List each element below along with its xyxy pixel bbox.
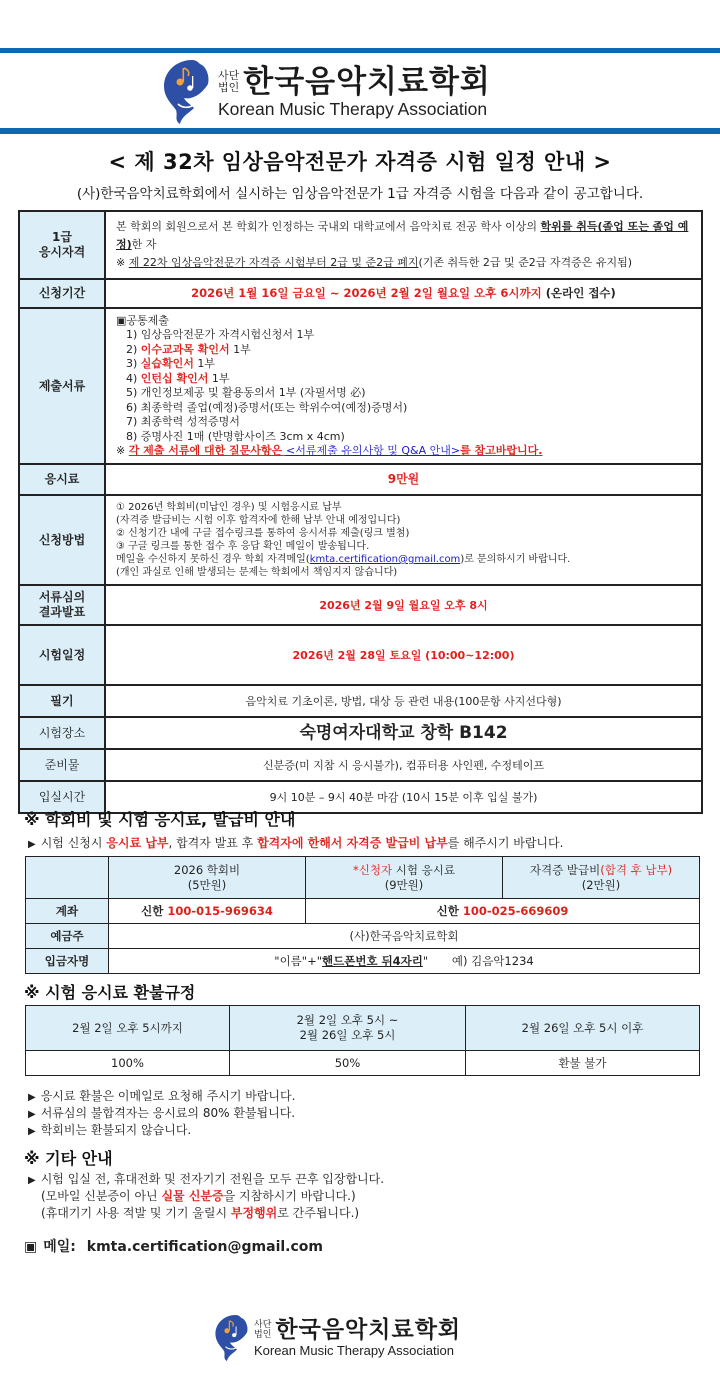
fee-amount: 9만원 <box>387 472 420 486</box>
label-written: 필기 <box>19 685 105 717</box>
label-depositor: 입금자명 <box>26 949 109 974</box>
refund-period: 2월 2일 오후 5시 ~ <box>296 1013 399 1027</box>
fees-header-issue-fee <box>503 857 700 899</box>
col-amount: (5만원) <box>187 877 227 892</box>
method-line: (자격증 발급비는 시험 이후 합격자에 한해 납부 안내 예정입니다) <box>116 515 401 526</box>
fees-note-red2: 합격자에 한해서 자격증 발급비 납부 <box>257 836 448 850</box>
label-eligibility-line2: 응시자격 <box>38 245 86 259</box>
documents-heading: ▣공통제출 <box>116 313 169 327</box>
col-amount: (9만원) <box>384 877 424 892</box>
col-title-red: (합격 후 납부) <box>600 862 673 877</box>
contact-email-address[interactable]: kmta.certification@gmail.com <box>86 1239 323 1255</box>
page-subtitle: (사)한국음악치료학회에서 실시하는 임상음악전문가 1급 자격증 시험을 다음과 같이 공고합니다. <box>76 186 644 202</box>
eligibility-degree: 학위를 취득(졸업 또는 졸업 예정) <box>116 220 689 251</box>
fees-table <box>25 856 700 974</box>
email-label: 메일: <box>43 1239 76 1255</box>
document-item <box>116 401 691 416</box>
eligibility-note-suffix: (기존 취득한 2급 및 준2급 자격증은 유지됨) <box>418 256 633 269</box>
other-note-red: 부정행위 <box>230 1206 278 1220</box>
square-bullet-icon: ▣ <box>24 1239 38 1255</box>
value-result <box>105 585 702 625</box>
label-eligibility <box>19 211 105 279</box>
refund-period: 2월 26일 오후 5시 이후 <box>521 1020 644 1035</box>
fees-note-mid: , 합격자 발표 후 <box>168 836 258 850</box>
refund-period: 2월 2일 오후 5시까지 <box>72 1020 183 1035</box>
row-result <box>19 585 702 625</box>
method-disclaimer: (개인 과실로 인해 발생되는 문제는 학회에서 책임지지 않습니다) <box>116 567 398 578</box>
item-text: 증명사진 1매 (반명함사이즈 3cm x 4cm) <box>140 429 345 443</box>
row-venue <box>19 717 702 749</box>
holder-value: (사)한국음악치료학회 <box>109 924 700 949</box>
label-documents: 제출서류 <box>19 308 105 464</box>
account-number: 100-015-969634 <box>167 903 273 918</box>
item-text: 1부 <box>193 357 216 370</box>
eligibility-note: 제 22차 임상음악전문가 자격증 시험부터 2급 및 준2급 폐지 <box>128 256 419 269</box>
label-holder: 예금주 <box>26 924 109 949</box>
music-head-emblem-icon <box>214 1313 250 1363</box>
refund-heading: ※ 시험 응시료 환불규정 <box>24 983 196 1002</box>
refund-header <box>466 1006 700 1051</box>
row-fee <box>19 464 702 495</box>
logo-small-bottom: 법인 <box>218 81 240 94</box>
bullet-triangle-icon: ▶ <box>28 1092 36 1103</box>
other-note-red: 실물 신분증 <box>161 1189 224 1203</box>
fees-heading: ※ 학회비 및 시험 응시료, 발급비 안내 <box>24 810 296 829</box>
account-membership <box>109 899 306 924</box>
method-line: ② 신청기간 내에 구글 접수링크를 통하여 응시서류 제출(링크 별첨) <box>116 528 410 539</box>
col-title: 자격증 발급비 <box>529 862 601 877</box>
document-item <box>116 386 691 401</box>
bullet-triangle-icon: ▶ <box>28 1175 36 1186</box>
depositor-suffix: " <box>422 953 429 968</box>
item-text: 1부 <box>229 342 251 356</box>
logo-small-top: 사단 <box>254 1320 272 1330</box>
documents-note <box>116 444 691 459</box>
note-mark: ※ <box>116 256 129 269</box>
fees-account-row <box>26 899 700 924</box>
refund-table <box>25 1005 700 1076</box>
eligibility-text-end: 한 자 <box>131 238 157 251</box>
value-exam-date <box>105 625 702 685</box>
value-fee <box>105 464 702 495</box>
refund-value: 100% <box>26 1051 230 1076</box>
result-date: 2026년 2월 9일 월요일 오후 8시 <box>319 598 488 612</box>
refund-note <box>28 1087 295 1104</box>
fees-holder-row <box>26 924 700 949</box>
fees-header-row <box>26 857 700 899</box>
mail-prefix: 메일을 수신하지 못하신 경우 학회 자격메일( <box>116 554 310 565</box>
col-title: 시험 응시료 <box>392 862 455 877</box>
fees-note <box>28 834 563 851</box>
row-exam-date <box>19 625 702 685</box>
footer-logo <box>214 1313 461 1363</box>
refund-note-text: 서류심의 불합격자는 응시료의 80% 환불됩니다. <box>40 1106 296 1120</box>
label-exam-date: 시험일정 <box>19 625 105 685</box>
eligibility-text: 본 학회의 회원으로서 본 학회가 인정하는 국내외 대학교에서 음악치료 전공 학사 이상의 <box>116 220 541 233</box>
item-highlight: 실습확인서 <box>140 357 194 370</box>
other-note-text: 시험 입실 전, 휴대전화 및 전자기기 전원을 모두 끈후 입장합니다. <box>40 1172 385 1186</box>
depositor-phone-digits: 핸드폰번호 뒤4자리 <box>322 953 423 968</box>
item-number: 4) <box>126 371 141 385</box>
item-number: 1) <box>126 328 141 341</box>
logo-small-bottom: 법인 <box>254 1330 272 1340</box>
item-highlight: 이수교과목 확인서 <box>140 342 230 356</box>
period-dates: 2026년 1월 16일 금요일 ~ 2026년 2월 2일 월요일 오후 6시까지 <box>191 286 542 300</box>
logo-english-name: Korean Music Therapy Association <box>218 99 488 119</box>
value-written: 음악치료 기초이론, 방법, 대상 등 관련 내용(100문항 사지선다형) <box>105 685 702 717</box>
exam-info-table <box>18 210 703 814</box>
period-online: (온라인 접수) <box>541 286 616 300</box>
other-note-text: (휴대기기 사용 적발 및 기기 울릴시 <box>41 1206 231 1220</box>
document-item <box>116 357 691 372</box>
refund-header-row <box>26 1006 700 1051</box>
method-mail-line <box>116 553 691 566</box>
page-title: < 제 32차 임상음악전문가 자격증 시험 일정 안내 > <box>108 150 612 174</box>
fees-header-exam-fee <box>306 857 503 899</box>
value-method <box>105 495 702 585</box>
row-period <box>19 279 702 308</box>
value-entry: 9시 10분 – 9시 40분 마감 (10시 15분 이후 입실 불가) <box>105 781 702 813</box>
label-fee: 응시료 <box>19 464 105 495</box>
item-text: 최종학력 성적증명서 <box>140 415 240 428</box>
refund-note-text: 학회비는 환불되지 않습니다. <box>40 1123 192 1137</box>
logo-english-name: Korean Music Therapy Association <box>254 1343 454 1358</box>
bullet-triangle-icon: ▶ <box>28 839 36 850</box>
note-mark: ※ <box>116 444 129 457</box>
fees-note-text: 시험 신청시 <box>40 836 107 850</box>
fees-note-red1: 응시료 납부 <box>106 836 169 850</box>
label-method: 신청방법 <box>19 495 105 585</box>
refund-value: 환불 불가 <box>466 1051 700 1076</box>
label-result-line2: 결과발표 <box>38 605 86 619</box>
document-item <box>116 343 691 358</box>
label-entry: 입실시간 <box>19 781 105 813</box>
contact-email <box>24 1236 323 1256</box>
col-title-red: *신청자 <box>353 862 393 877</box>
row-eligibility <box>19 211 702 279</box>
col-title: 2026 학회비 <box>173 862 241 877</box>
refund-value-row <box>26 1051 700 1076</box>
bullet-triangle-icon: ▶ <box>28 1126 36 1137</box>
logo-corp-type <box>254 1320 271 1340</box>
note-red-text: 각 제출 서류에 대한 질문사항은 <box>128 444 287 457</box>
other-note-text: (모바일 신분증이 아닌 <box>41 1189 162 1203</box>
other-note-suffix: 로 간주됩니다.) <box>277 1206 360 1220</box>
item-number: 3) <box>126 357 141 370</box>
row-documents <box>19 308 702 464</box>
item-text: 최종학력 졸업(예정)증명서(또는 학위수여(예정)증명서) <box>140 400 408 414</box>
refund-note-text: 응시료 환불은 이메일로 요청해 주시기 바랍니다. <box>40 1089 296 1103</box>
label-period: 신청기간 <box>19 279 105 308</box>
account-exam-issue <box>306 899 700 924</box>
certification-email-link[interactable]: kmta.certification@gmail.com <box>309 554 461 565</box>
mail-suffix: )로 문의하시기 바랍니다. <box>460 554 571 565</box>
refund-note <box>28 1121 191 1138</box>
method-line: ① 2026년 학회비(미납인 경우) 및 시험응시료 납부 <box>116 502 342 513</box>
other-note-1 <box>28 1170 384 1187</box>
bank-name: 신한 <box>436 903 463 918</box>
other-heading: ※ 기타 안내 <box>24 1149 113 1168</box>
fees-header-membership <box>109 857 306 899</box>
row-method <box>19 495 702 585</box>
bottom-blue-bar <box>0 128 720 134</box>
header-logo <box>162 58 491 126</box>
top-blue-bar <box>0 48 720 53</box>
depositor-prefix: "이름"+" <box>274 953 323 968</box>
value-venue: 숙명여자대학교 창학 B142 <box>105 717 702 749</box>
document-item <box>116 415 691 430</box>
value-period <box>105 279 702 308</box>
logo-corp-type <box>218 70 239 94</box>
document-item <box>116 372 691 387</box>
depositor-example: 예) 김음악1234 <box>451 953 534 968</box>
value-eligibility <box>105 211 702 279</box>
item-text: 개인정보제공 및 활용동의서 1부 (자필서명 必) <box>140 386 366 399</box>
refund-note <box>28 1104 295 1121</box>
exam-datetime: 2026년 2월 28일 토요일 (10:00~12:00) <box>292 648 515 662</box>
qa-guide-link[interactable]: <서류제출 유의사항 및 Q&A 안내> <box>286 444 461 457</box>
label-venue: 시험장소 <box>19 717 105 749</box>
other-note-3 <box>41 1204 359 1221</box>
fees-depositor-row <box>26 949 700 974</box>
depositor-value <box>109 949 700 974</box>
document-item <box>116 430 691 445</box>
item-number: 6) <box>126 400 141 414</box>
refund-value: 50% <box>230 1051 466 1076</box>
label-account: 계좌 <box>26 899 109 924</box>
refund-header <box>26 1006 230 1051</box>
label-eligibility-line1: 1급 <box>52 230 72 244</box>
col-amount: (2만원) <box>581 877 621 892</box>
item-number: 5) <box>126 386 141 399</box>
bank-name: 신한 <box>141 903 168 918</box>
method-line: ③ 구글 링크를 통한 접수 후 응답 확인 메일이 발송됩니다. <box>116 541 370 552</box>
item-number: 8) <box>126 429 141 443</box>
logo-small-top: 사단 <box>218 69 240 82</box>
logo-korean-name: 한국음악치료학회 <box>243 64 491 100</box>
account-number: 100-025-669609 <box>462 903 569 918</box>
bullet-triangle-icon: ▶ <box>28 1109 36 1120</box>
document-item <box>116 328 691 343</box>
item-number: 7) <box>126 415 141 428</box>
music-head-emblem-icon <box>162 58 212 126</box>
value-documents <box>105 308 702 464</box>
row-written <box>19 685 702 717</box>
label-supplies: 준비물 <box>19 749 105 781</box>
item-number: 2) <box>126 342 141 356</box>
refund-header <box>230 1006 466 1051</box>
item-highlight: 인턴십 확인서 <box>140 371 209 385</box>
label-result-line1: 서류심의 <box>38 590 86 604</box>
value-supplies: 신분증(미 지참 시 응시불가), 컴퓨터용 사인펜, 수정테이프 <box>105 749 702 781</box>
fees-header-empty <box>26 857 109 899</box>
fees-note-suffix: 를 해주시기 바랍니다. <box>447 836 564 850</box>
row-supplies <box>19 749 702 781</box>
other-note-suffix: 을 지참하시기 바랍니다.) <box>223 1189 356 1203</box>
refund-period-line2: 2월 26일 오후 5시 <box>299 1028 396 1042</box>
item-text: 1부 <box>208 371 230 385</box>
note-red-text-end: 를 참고바랍니다. <box>460 444 543 457</box>
logo-korean-name: 한국음악치료학회 <box>275 1317 462 1343</box>
other-note-2 <box>41 1187 356 1204</box>
label-result <box>19 585 105 625</box>
item-text: 임상음악전문가 자격시험신청서 1부 <box>140 328 315 341</box>
